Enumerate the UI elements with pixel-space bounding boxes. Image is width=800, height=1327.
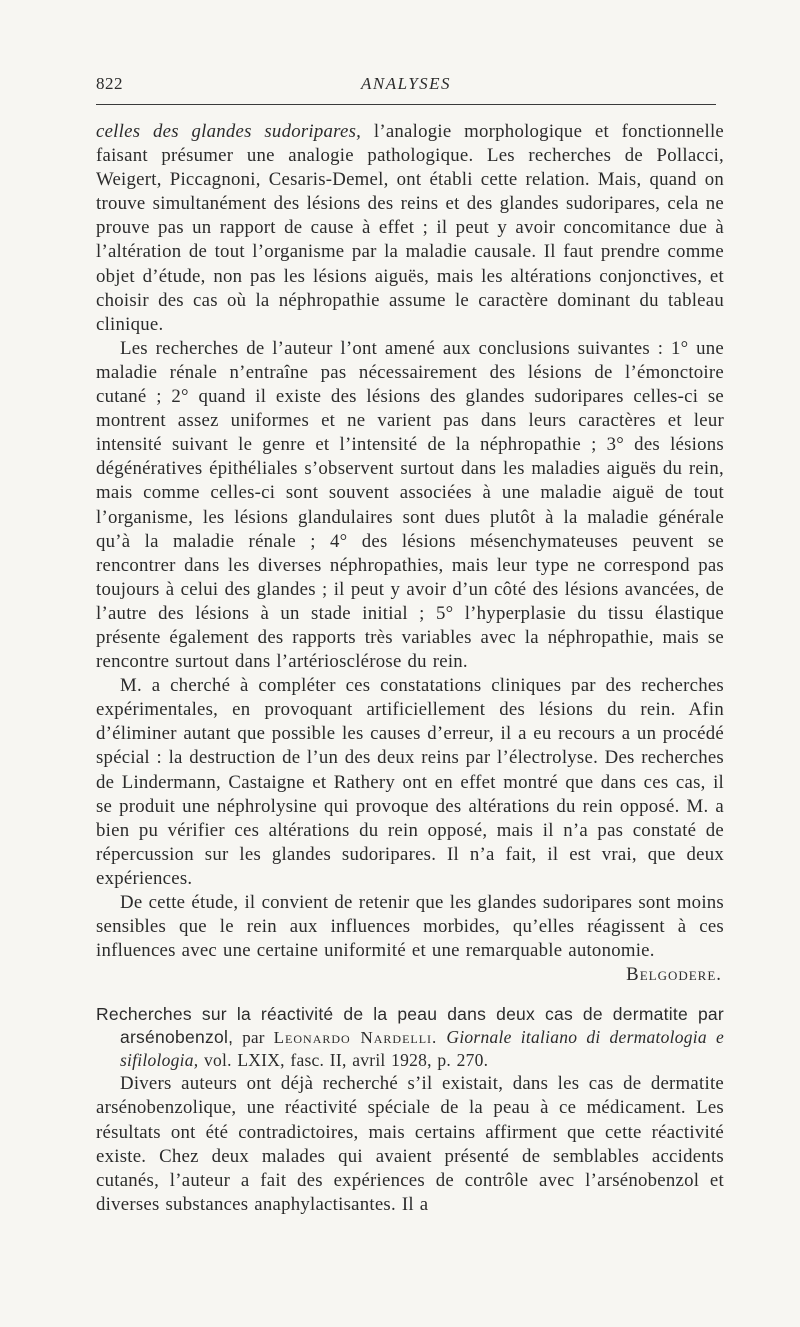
- article-paragraph: Divers auteurs ont déjà recherché s’il existait, dans les cas de dermatite arsénobenzolique, une réactivité spéciale de la peau à ce médicament. Les résultats ont été contradictoires, mais certains affirment que cette réactivité existe. Chez deux malades qui avaient présenté de semblables accidents cutanés, l’auteur a fait des expériences de contrôle avec l’arsénobenzol et diverses substances anaphylactisantes. Il a: [96, 1073, 724, 1215]
- by-word: par: [233, 1028, 274, 1048]
- paragraph-4-text: De cette étude, il convient de retenir que les glandes sudoripares sont moins sensibles que le rein aux influences morbides, qu’elles réagissent à ces influences avec une certaine uniformité et une remarquable autonomie.: [96, 892, 724, 962]
- paragraph-3: M. a cherché à compléter ces constatations cliniques par des recherches expérimentales, en provoquant artificiellement des lésions du rein. Afin d’éliminer autant que possible les causes d’erreur, il a eu recours a un procédé spécial : la destruction de l’un des deux reins par l’électrolyse. Des recherches de Lindermann, Castaigne et Rathery ont en effet montré que dans ces cas, il se produit une néphrolysine qui provoque des altérations du rein opposé. M. a bien pu vérifier ces altérations du rein opposé, mais il n’a pas constaté de répercussion sur les glandes sudoripares. Il n’a fait, il est vrai, que deux expériences.: [96, 675, 724, 889]
- review-arsenobenzol: [96, 1003, 724, 1217]
- page-header: [96, 74, 716, 98]
- article-author: Leonardo Nardelli.: [273, 1028, 438, 1048]
- header-rule: [96, 104, 716, 105]
- paragraph-4: [96, 891, 724, 986]
- journal-name: Giornale italiano di dermatologia e sifilologia,: [120, 1027, 724, 1071]
- running-title: ANALYSES: [360, 74, 452, 93]
- reviewer-signature: Belgodere.: [626, 964, 722, 986]
- review-sweat-glands: [96, 120, 724, 987]
- paragraph-2: Les recherches de l’auteur l’ont amené aux conclusions suivantes : 1° une maladie rénale n’entraîne pas nécessairement des lésions de l’émonctoire cutané ; 2° quand il existe des lésions des glandes sudoripares celles-ci se montrent assez uniformes et ne varient pas dans leurs caractères et leur intensité suivant le genre et l’intensité de la néphropathie ; 3° des lésions dégénératives épithéliales s’observent surtout dans les maladies aiguës du rein, mais comme celles-ci sont souvent associées à une maladie aiguë de tout l’organisme, les lésions glandulaires sont dues plutôt à la maladie générale qu’à la maladie rénale ; 4° des lésions mésenchymateuses peuvent se rencontrer dans les diverses néphropathies, mais leur type ne correspond pas toujours à celui des glandes ; il peut y avoir d’un côté des lésions avancées, de l’autre des lésions à un stade initial ; 5° l’hyperplasie du tissu élastique présente également des rapports très variables avec la néphropathie, mais se rencontre surtout dans l’artériosclérose du rein.: [96, 337, 724, 673]
- journal-reference: vol. LXIX, fasc. II, avril 1928, p. 270.: [198, 1050, 489, 1071]
- article-title: Recherches sur la réactivité de la peau dans deux cas de dermatite par arsénobenzol,: [96, 1004, 724, 1048]
- italic-lead: celles des glandes sudoripares,: [96, 121, 362, 142]
- paragraph-1-text: l’analogie morphologique et fonctionnelle faisant présumer une analogie pathologique. Les recherches de Pollacci, Weigert, Piccagnoni, Cesaris-Demel, ont établi cette relation. Mais, quand on trouve simultanément des lésions des reins et des glandes sudoripares, cela ne prouve pas un rapport de cause à effet ; il peut y avoir concomitance due à l’altération de tout l’organisme par la maladie causale. Il faut prendre comme objet d’étude, non pas les lésions aiguës, mais les altérations conjonctives, et choisir des cas où la néphropathie assume le caractère dominant du tableau clinique.: [96, 121, 724, 335]
- page-number: 822: [96, 74, 123, 93]
- body-text: [96, 120, 724, 1217]
- paragraph-1: [96, 120, 724, 337]
- article-heading: [96, 1003, 724, 1072]
